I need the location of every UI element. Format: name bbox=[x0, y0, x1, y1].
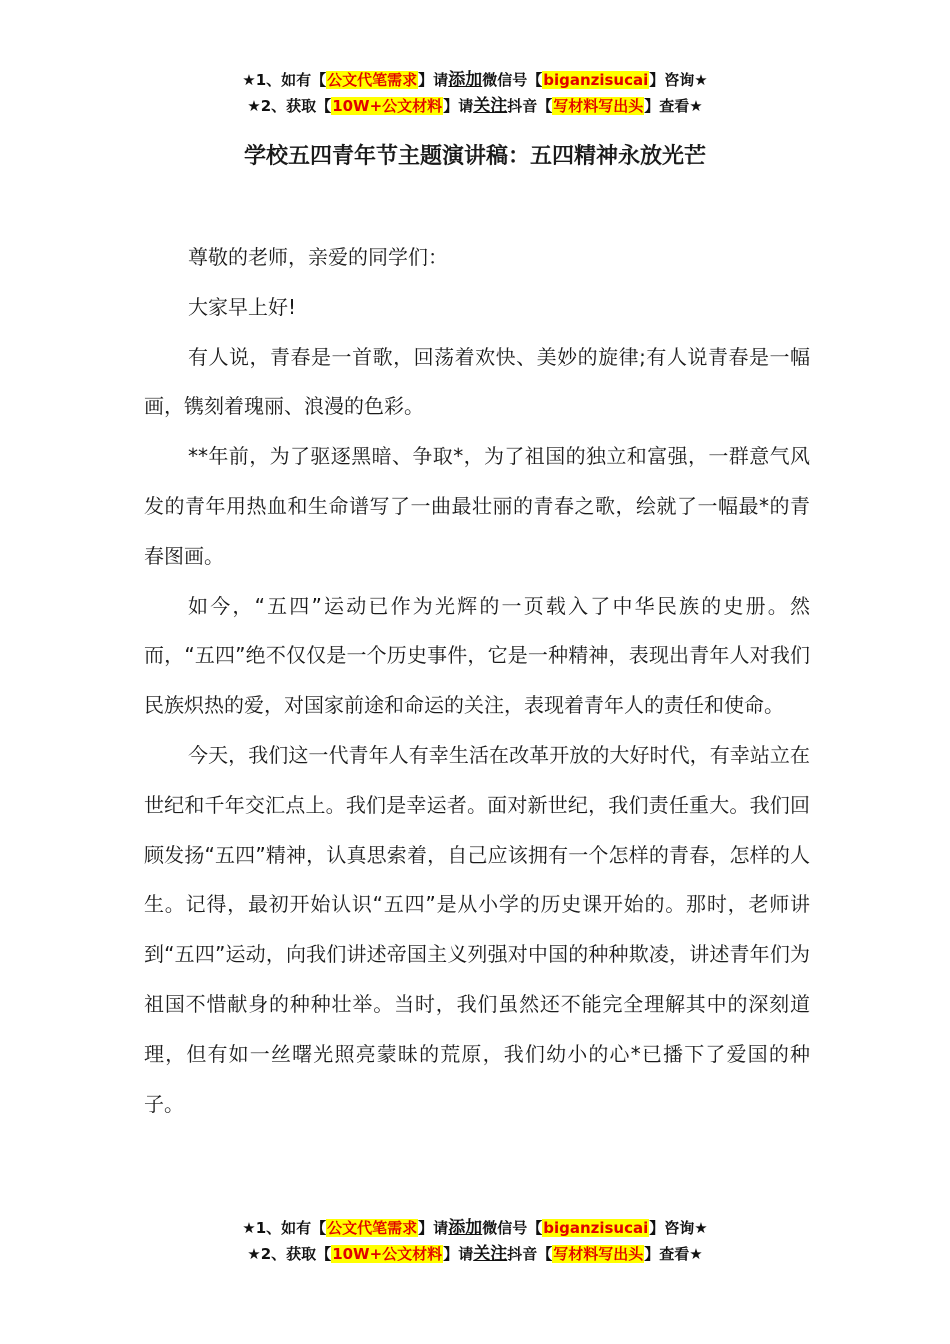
emphasis-follow: 关注 bbox=[473, 96, 508, 116]
highlight-materials: 10W+公文材料 bbox=[332, 1245, 443, 1263]
highlight-service: 公文代笔需求 bbox=[327, 71, 418, 89]
highlight-wechat-id: biganzisucai bbox=[543, 1219, 649, 1237]
emphasis-add: 添加 bbox=[448, 1218, 483, 1238]
paragraph-greeting: 大家早上好! bbox=[188, 294, 297, 319]
document-body bbox=[144, 233, 810, 1129]
highlight-materials: 10W+公文材料 bbox=[332, 97, 443, 115]
paragraph-salutation: 尊敬的老师，亲爱的同学们： bbox=[188, 245, 448, 269]
highlight-douyin-account: 写材料写出头 bbox=[553, 1245, 644, 1263]
footer-notice bbox=[0, 1215, 950, 1267]
highlight-wechat-id: biganzisucai bbox=[543, 71, 649, 89]
paragraph: 今天，我们这一代青年人有幸生活在改革开放的大好时代，有幸站立在世纪和千年交汇点上。我们是幸运者。面对新世纪，我们责任重大。我们回顾发扬“五四”精神，认真思索着，自己应该拥有一个怎样的青春，怎样的人生。记得，最初开始认识“五四”是从小学的历史课开始的。那时，老师讲到“五四”运动，向我们讲述帝国主义列强对中国的种种欺凌，讲述青年们为祖国不惜献身的种种壮举。当时，我们虽然还不能完全理解其中的深刻道理，但有如一丝曙光照亮蒙昧的荒原，我们幼小的心*已播下了爱国的种子。 bbox=[144, 742, 810, 1116]
emphasis-follow: 关注 bbox=[473, 1244, 508, 1264]
highlight-douyin-account: 写材料写出头 bbox=[553, 97, 644, 115]
highlight-service: 公文代笔需求 bbox=[327, 1219, 418, 1237]
emphasis-add: 添加 bbox=[448, 70, 483, 90]
paragraph: 如今，“五四”运动已作为光辉的一页载入了中华民族的史册。然而，“五四”绝不仅仅是一个历史事件，它是一种精神，表现出青年人对我们民族炽热的爱，对国家前途和命运的关注，表现着青年人的责任和使命。 bbox=[144, 593, 810, 718]
paragraph: **年前，为了驱逐黑暗、争取*，为了祖国的独立和富强，一群意气风发的青年用热血和生命谱写了一曲最壮丽的青春之歌，绘就了一幅最*的青春图画。 bbox=[144, 444, 810, 568]
notice-line-1: ★1、如有【公文代笔需求】请添加微信号【biganzisucai】咨询★ bbox=[242, 1218, 708, 1238]
notice-line-2: ★2、获取【10W+公文材料】请关注抖音【写材料写出头】查看★ bbox=[247, 1244, 703, 1264]
paragraph: 有人说，青春是一首歌，回荡着欢快、美妙的旋律;有人说青春是一幅画，镌刻着瑰丽、浪漫的色彩。 bbox=[144, 344, 810, 419]
header-notice bbox=[0, 67, 950, 119]
document-title: 学校五四青年节主题演讲稿：五四精神永放光芒 bbox=[243, 144, 706, 169]
notice-line-2: ★2、获取【10W+公文材料】请关注抖音【写材料写出头】查看★ bbox=[247, 96, 703, 116]
notice-line-1: ★1、如有【公文代笔需求】请添加微信号【biganzisucai】咨询★ bbox=[242, 70, 708, 90]
